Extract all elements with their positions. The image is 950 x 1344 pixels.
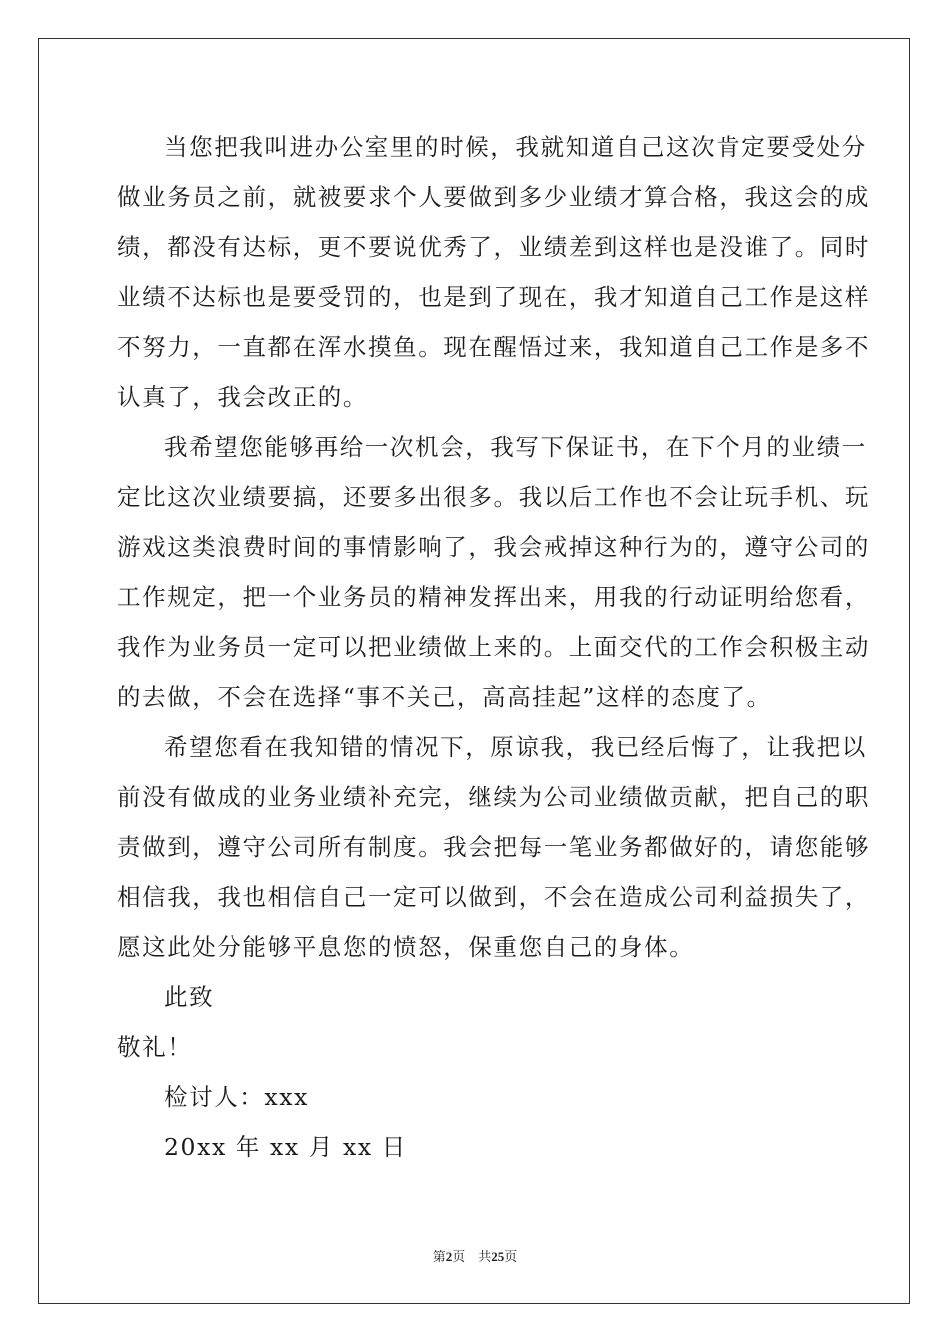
paragraph-1-line-4: 业绩不达标也是要受罚的，也是到了现在，我才知道自己工作是这样 xyxy=(117,283,870,311)
closing-salutation: 此致 xyxy=(164,983,215,1011)
paragraph-3-line-3: 责做到，遵守公司所有制度。我会把每一笔业务都做好的，请您能够 xyxy=(117,833,870,861)
page-footer xyxy=(0,1246,950,1265)
footer-total-pages: 25 xyxy=(491,1249,505,1264)
footer-suffix: 页 xyxy=(504,1250,518,1265)
footer-page-number: 2 xyxy=(445,1249,453,1264)
paragraph-3-line-1: 希望您看在我知错的情况下，原谅我，我已经后悔了，让我把以 xyxy=(164,733,867,761)
paragraph-3-line-2: 前没有做成的业务业绩补充完，继续为公司业绩做贡献，把自己的职 xyxy=(117,783,870,811)
footer-mid: 页 共 xyxy=(452,1250,492,1265)
paragraph-1-line-5: 不努力，一直都在浑水摸鱼。现在醒悟过来，我知道自己工作是多不 xyxy=(117,333,870,361)
paragraph-1-line-1: 当您把我叫进办公室里的时候，我就知道自己这次肯定要受处分 xyxy=(164,133,867,161)
paragraph-2-line-6: 的去做，不会在选择“事不关己，高高挂起”这样的态度了。 xyxy=(117,683,772,711)
page-border xyxy=(38,38,910,1304)
paragraph-2-line-4: 工作规定，把一个业务员的精神发挥出来，用我的行动证明给您看， xyxy=(117,583,870,611)
paragraph-1-line-2: 做业务员之前，就被要求个人要做到多少业绩才算合格，我这会的成 xyxy=(117,183,870,211)
footer-prefix: 第 xyxy=(432,1250,446,1265)
signature-name: 检讨人：xxx xyxy=(164,1083,309,1111)
paragraph-2-line-3: 游戏这类浪费时间的事情影响了，我会戒掉这种行为的，遵守公司的 xyxy=(117,533,870,561)
closing-regards: 敬礼！ xyxy=(117,1033,193,1061)
paragraph-2-line-2: 定比这次业绩要搞，还要多出很多。我以后工作也不会让玩手机、玩 xyxy=(117,483,870,511)
paragraph-2-line-1: 我希望您能够再给一次机会，我写下保证书，在下个月的业绩一 xyxy=(164,433,867,461)
paragraph-3-line-5: 愿这此处分能够平息您的愤怒，保重您自己的身体。 xyxy=(117,933,695,961)
paragraph-1-line-6: 认真了，我会改正的。 xyxy=(117,383,368,411)
paragraph-1-line-3: 绩，都没有达标，更不要说优秀了，业绩差到这样也是没谁了。同时 xyxy=(117,233,870,261)
paragraph-2-line-5: 我作为业务员一定可以把业绩做上来的。上面交代的工作会积极主动 xyxy=(117,633,870,661)
paragraph-3-line-4: 相信我，我也相信自己一定可以做到，不会在造成公司利益损失了， xyxy=(117,883,870,911)
signature-date: 20xx 年 xx 月 xx 日 xyxy=(164,1133,407,1161)
